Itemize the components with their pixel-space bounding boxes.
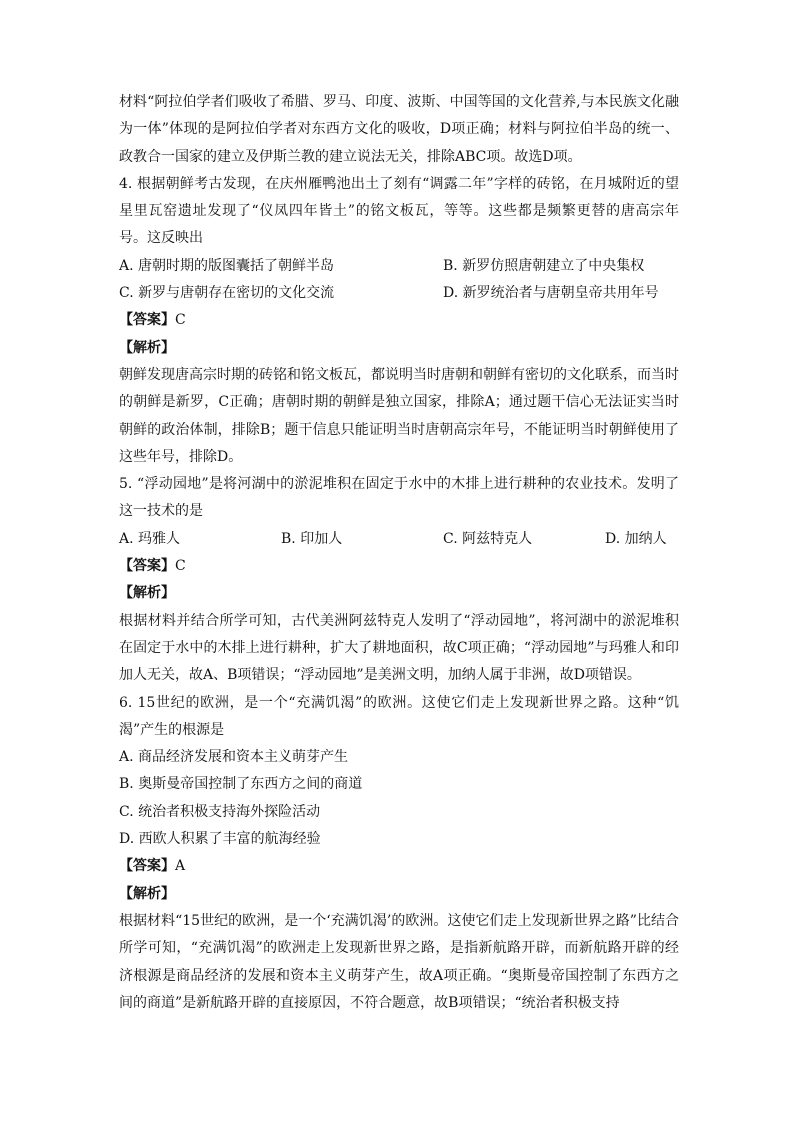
question-5-answer — [119, 553, 679, 580]
question-4-analysis-label: 【解析】 — [119, 339, 175, 356]
question-6-option-b: B. 奥斯曼帝国控制了东西方之间的商道 — [119, 776, 363, 793]
intro-analysis-paragraph: 材料“阿拉伯学者们吸收了希腊、罗马、印度、波斯、中国等国的文化营养,与本民族文化融为一体”体现的是阿拉伯学者对东西方文化的吸收，D项正确；材料与阿拉伯半岛的统一、政教合一国家的建立及伊斯兰教的建立说法无关，排除ABC项。故选D项。 — [119, 94, 679, 165]
question-5-option-d: D. 加纳人 — [605, 530, 667, 547]
question-4-answer — [119, 307, 679, 334]
question-5-analysis: 根据材料并结合所学可知，古代美洲阿兹特克人发明了“浮动园地”，将河湖中的淤泥堆积在固定于水中的木排上进行耕种，扩大了耕地面积，故C项正确；“浮动园地”与玛雅人和印加人无关，故A、B项错误；“浮动园地”是美洲文明，加纳人属于非洲，故D项错误。 — [119, 612, 679, 684]
content-column — [119, 89, 679, 1017]
question-6-option-c: C. 统治者积极支持海外探险活动 — [119, 803, 321, 820]
question-5-analysis-label: 【解析】 — [119, 585, 175, 602]
question-4-options-row-1 — [119, 253, 679, 280]
question-6-analysis: 根据材料“15世纪的欧洲，是一个‘充满饥渴’的欧洲。这使它们走上发现新世界之路”比结合所学可知，“充满饥渴”的欧洲走上发现新世界之路，是指新航路开辟，而新航路开辟的经济根源是商品经济的发展和资本主义萌芽产生，故A项正确。“奥斯曼帝国控制了东西方之间的商道”是新航路开辟的直接原因，不符合题意，故B项错误；“统治者积极支持 — [119, 912, 679, 1011]
question-6-analysis-label: 【解析】 — [119, 885, 175, 902]
question-6-stem: 6. 15世纪的欧洲，是一个“充满饥渴”的欧洲。这使它们走上发现新世界之路。这种“饥渴”产生的根源是 — [119, 694, 679, 738]
question-4-option-c: C. 新罗与唐朝存在密切的文化交流 — [119, 285, 335, 302]
question-4-analysis: 朝鲜发现唐高宗时期的砖铭和铭文板瓦，都说明当时唐朝和朝鲜有密切的文化联系，而当时的朝鲜是新罗，C正确；唐朝时期的朝鲜是独立国家，排除A；通过题干信心无法证实当时朝鲜的政治体制，排除B；题干信息只能证明当时唐朝高宗年号，不能证明当时朝鲜使用了这些年号，排除D。 — [119, 366, 679, 465]
question-6-answer — [119, 853, 679, 880]
answer-label: 【答案】 — [119, 858, 175, 875]
question-6-answer-value: A — [175, 858, 186, 875]
question-4-option-b: B. 新罗仿照唐朝建立了中央集权 — [443, 257, 645, 274]
question-4-option-d: D. 新罗统治者与唐朝皇帝共用年号 — [443, 285, 659, 302]
question-5-option-c: C. 阿兹特克人 — [443, 530, 533, 547]
answer-label: 【答案】 — [119, 558, 175, 575]
question-4-options-row-2 — [119, 280, 679, 307]
question-4-answer-value: C — [175, 312, 186, 329]
question-5-answer-value: C — [175, 558, 186, 575]
answer-label: 【答案】 — [119, 312, 175, 329]
question-5-options-row — [119, 526, 679, 553]
question-5-option-b: B. 印加人 — [281, 530, 343, 547]
question-6-option-d: D. 西欧人积累了丰富的航海经验 — [119, 831, 321, 848]
question-6-option-a: A. 商品经济发展和资本主义萌芽产生 — [119, 749, 349, 766]
question-5-option-a: A. 玛雅人 — [119, 530, 181, 547]
question-4-option-a: A. 唐朝时期的版图囊括了朝鲜半岛 — [119, 257, 335, 274]
question-4-stem: 4. 根据朝鲜考古发现，在庆州雁鸭池出土了刻有“调露二年”字样的砖铭，在月城附近的望星里瓦窑遗址发现了“仪凤四年皆土”的铭文板瓦，等等。这些都是频繁更替的唐高宗年号。这反映出 — [119, 175, 679, 247]
question-5-stem: 5. “浮动园地”是将河湖中的淤泥堆积在固定于水中的木排上进行耕种的农业技术。发明了这一技术的是 — [119, 476, 679, 520]
